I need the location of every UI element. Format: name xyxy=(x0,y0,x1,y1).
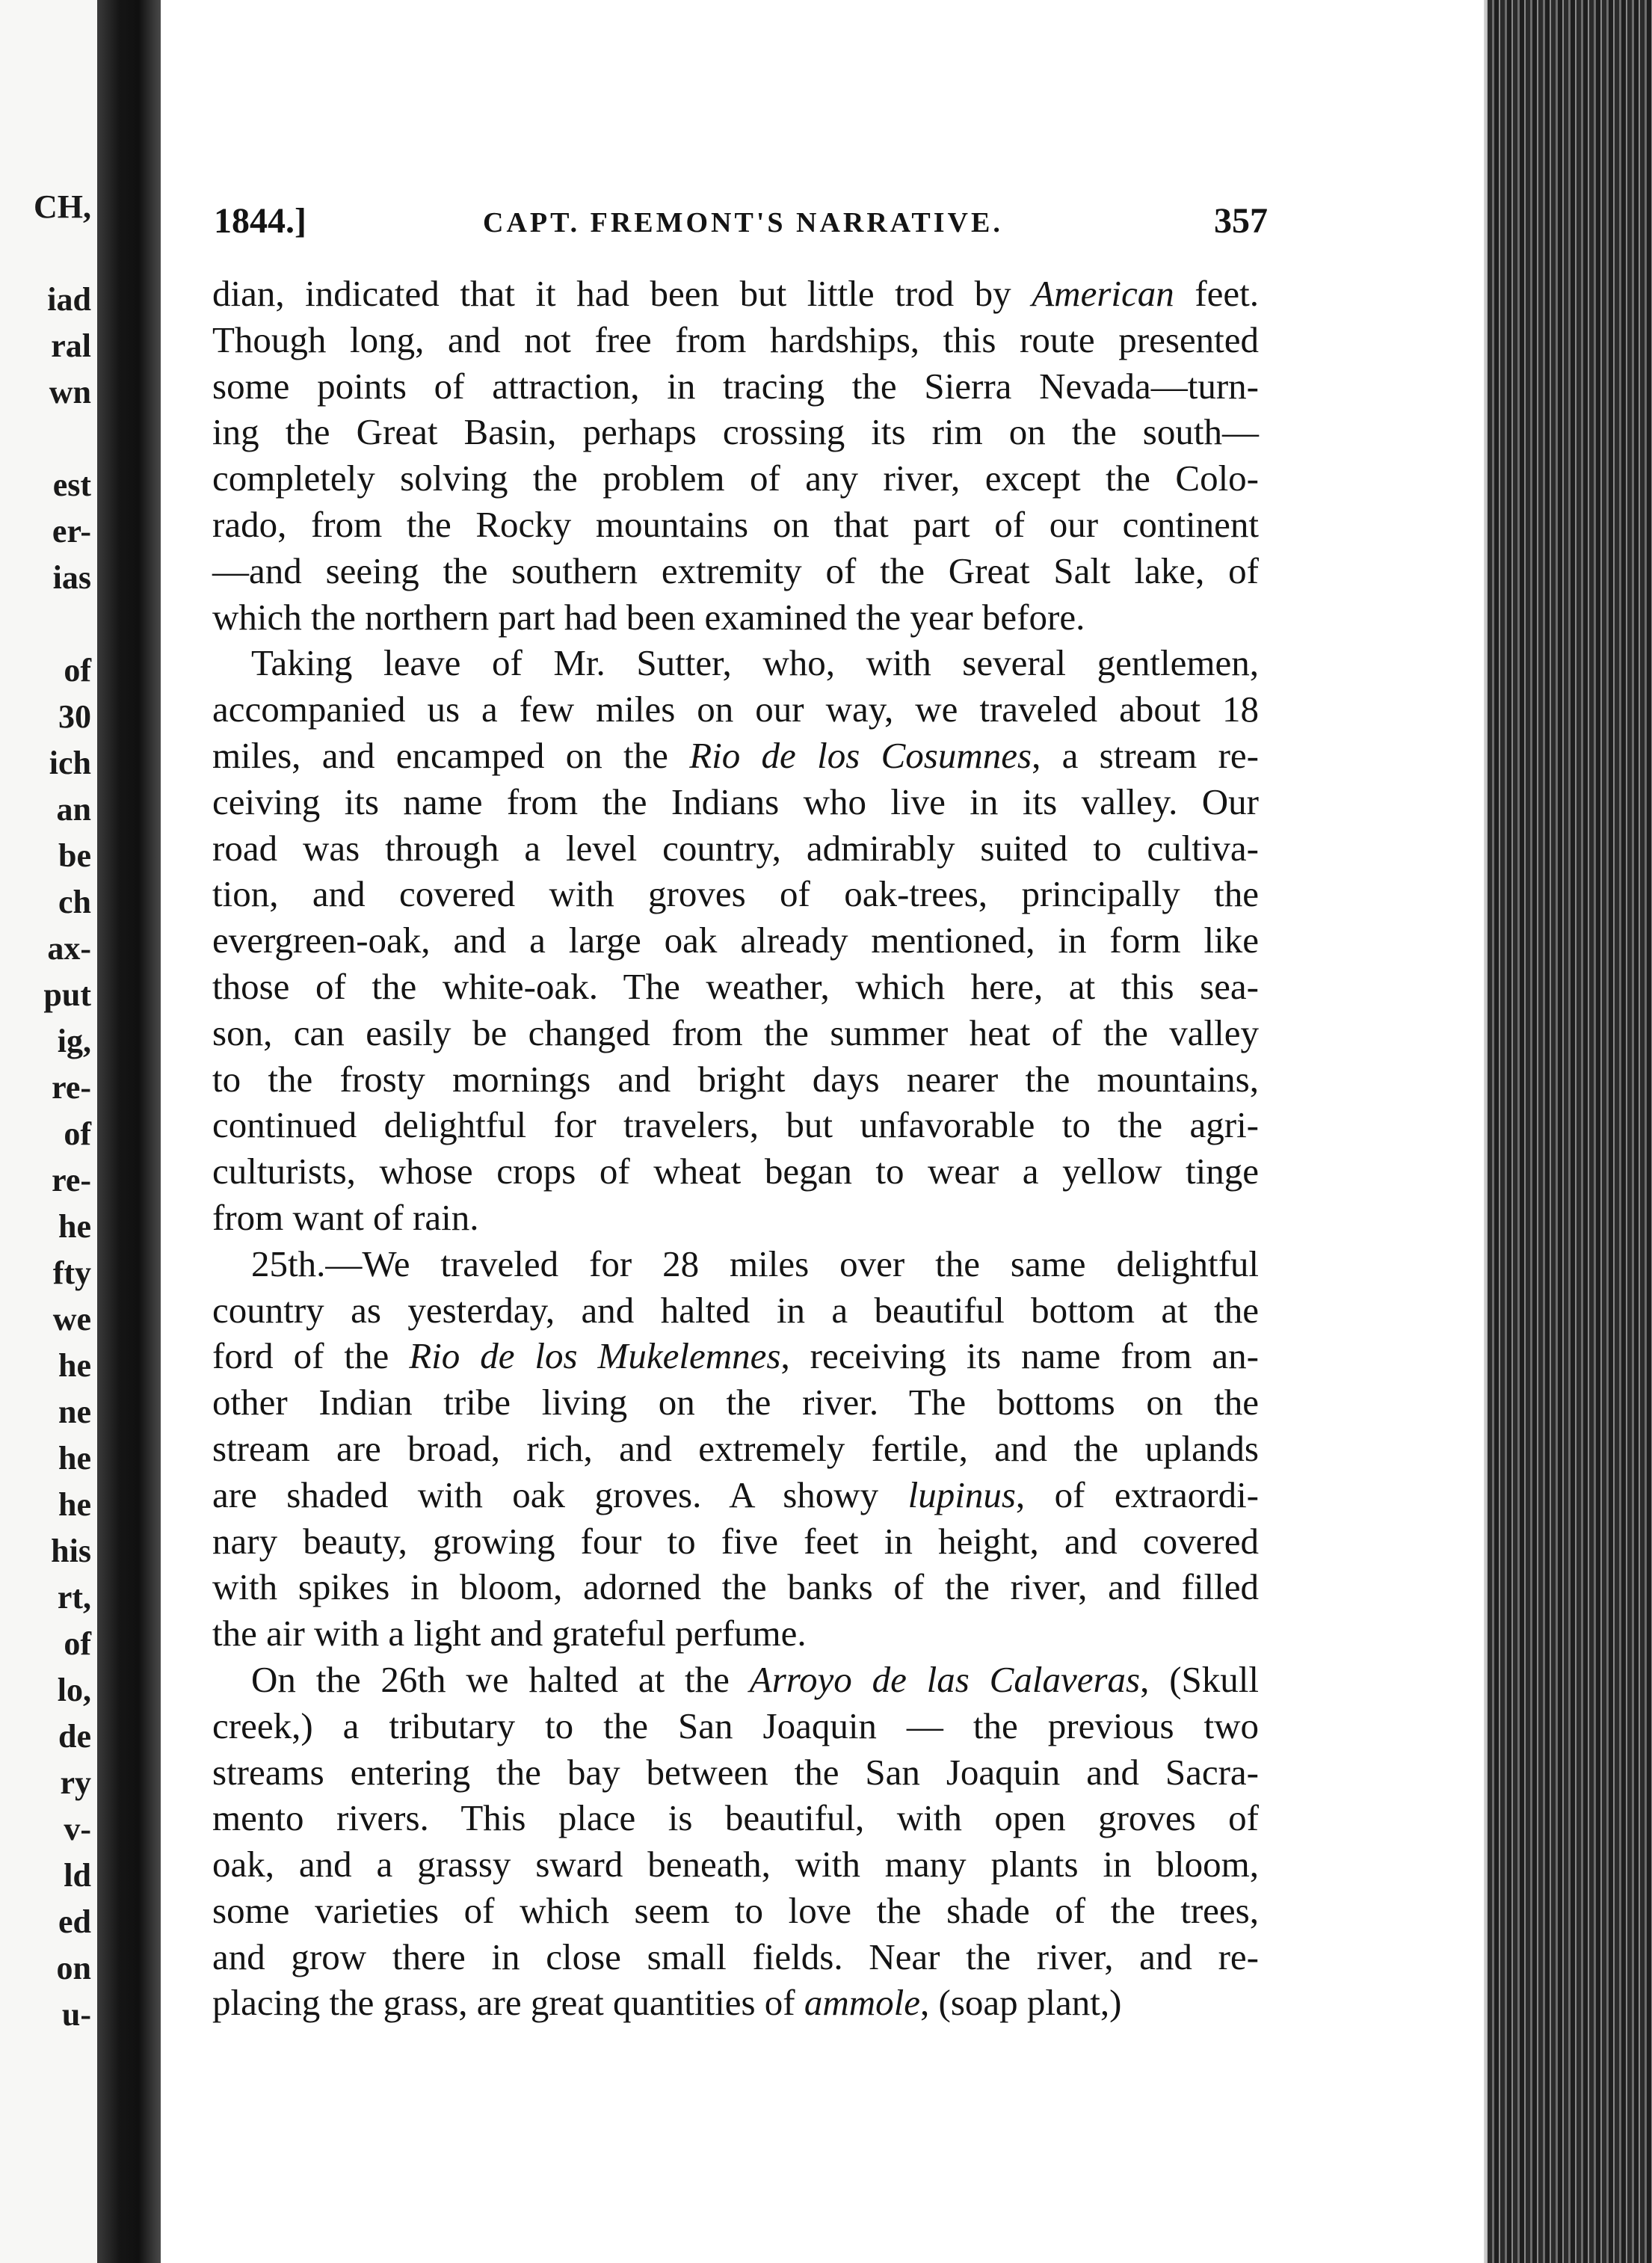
facing-page-fragment: re- xyxy=(52,1069,91,1106)
facing-page-fragment: lo, xyxy=(57,1672,91,1708)
running-header xyxy=(214,200,1268,253)
text-line: ing the Great Basin, perhaps crossing its rim on the south— xyxy=(212,411,1259,453)
facing-page-fragment: of xyxy=(64,1625,91,1662)
paragraph xyxy=(212,1657,1259,2026)
facing-page-fragment: ral xyxy=(51,327,91,364)
text-line: placing the grass, are great quantities of ammole, (soap plant,) xyxy=(212,1982,1122,2024)
text-line: evergreen-oak, and a large oak already mentioned, in form like xyxy=(212,920,1259,961)
facing-page-fragment: 30 xyxy=(58,698,91,735)
text-line: and grow there in close small fields. Near the river, and re- xyxy=(212,1936,1259,1977)
text-line: miles, and encamped on the Rio de los Cosumnes, a stream re- xyxy=(212,734,1259,776)
facing-page-fragment: wn xyxy=(49,374,91,410)
text-line: accompanied us a few miles on our way, we traveled about 18 xyxy=(212,689,1259,730)
paragraph xyxy=(212,640,1259,1240)
facing-page-fragment: put xyxy=(43,976,91,1013)
facing-page-fragment xyxy=(0,601,97,647)
facing-page-fragment: ich xyxy=(49,745,91,781)
facing-page-fragment: ed xyxy=(58,1903,91,1940)
text-line: Though long, and not free from hardships, this route presented xyxy=(212,318,1259,360)
text-line: rado, from the Rocky mountains on that part of our continent xyxy=(212,503,1259,545)
facing-page-fragment: de xyxy=(58,1718,91,1755)
paragraph xyxy=(212,1241,1259,1657)
text-line: from want of rain. xyxy=(212,1196,479,1238)
facing-page-fragment: he xyxy=(58,1208,91,1245)
facing-page-fragment: iad xyxy=(47,281,91,318)
facing-page-fragment: he xyxy=(58,1440,91,1477)
text-line: mento rivers. This place is beautiful, with open groves of xyxy=(212,1797,1259,1839)
facing-page-fragment: fty xyxy=(52,1254,91,1291)
text-line: which the northern part had been examined the year before. xyxy=(212,596,1085,638)
facing-page-fragment: he xyxy=(58,1347,91,1384)
text-line: some varieties of which seem to love the shade of the trees, xyxy=(212,1889,1259,1931)
text-line: oak, and a grassy sward beneath, with many plants in bloom, xyxy=(212,1844,1259,1885)
facing-page-fragment: on xyxy=(56,1950,91,1986)
text-line: road was through a level country, admirably suited to cultiva- xyxy=(212,827,1259,869)
text-line: other Indian tribe living on the river. The bottoms on the xyxy=(212,1382,1259,1423)
text-line: creek,) a tributary to the San Joaquin — the previous two xyxy=(212,1705,1259,1746)
text-line: continued delightful for travelers, but unfavorable to the agri- xyxy=(212,1104,1259,1146)
facing-page-fragment: er- xyxy=(52,513,91,549)
text-line: streams entering the bay between the San Joaquin and Sacra- xyxy=(212,1751,1259,1793)
running-title: CAPT. FREMONT'S NARRATIVE. xyxy=(483,207,1003,238)
header-year: 1844.] xyxy=(214,201,306,241)
text-line: son, can easily be changed from the summer heat of the valley xyxy=(212,1012,1259,1053)
text-line: nary beauty, growing four to five feet in height, and covered xyxy=(212,1520,1259,1562)
facing-page-fragment xyxy=(0,416,97,462)
facing-page-fragment: re- xyxy=(52,1162,91,1198)
facing-page-fragment: v- xyxy=(64,1811,91,1847)
facing-page-fragment: rt, xyxy=(57,1579,91,1616)
text-line: the air with a light and grateful perfume. xyxy=(212,1613,807,1654)
facing-page-fragment xyxy=(0,230,97,277)
facing-page-fragment: be xyxy=(58,837,91,874)
text-line: —and seeing the southern extremity of the Great Salt lake, of xyxy=(212,549,1259,591)
facing-page-fragment: ig, xyxy=(57,1023,91,1059)
text-line: ceiving its name from the Indians who live in its valley. Our xyxy=(212,780,1259,822)
facing-page-fragment: ne xyxy=(58,1394,91,1430)
facing-page xyxy=(0,0,97,2263)
text-line: tion, and covered with groves of oak-trees, principally the xyxy=(212,873,1259,915)
text-line: stream are broad, rich, and extremely fertile, and the uplands xyxy=(212,1427,1259,1469)
text-line: culturists, whose crops of wheat began to wear a yellow tinge xyxy=(212,1151,1259,1192)
facing-page-fragment: ry xyxy=(60,1764,91,1801)
facing-page-fragment: of xyxy=(64,652,91,689)
book-page-edges xyxy=(1488,0,1652,2263)
facing-page-text-fragments xyxy=(0,184,97,2038)
text-line: 25th.—We traveled for 28 miles over the same delightful xyxy=(251,1243,1259,1284)
book-gutter xyxy=(97,0,161,2263)
facing-page-fragment: CH, xyxy=(34,188,91,225)
facing-page-fragment: ld xyxy=(64,1857,91,1894)
body-text xyxy=(212,271,1259,2026)
text-line: some points of attraction, in tracing the Sierra Nevada—turn- xyxy=(212,365,1259,407)
facing-page-fragment: est xyxy=(52,467,91,503)
facing-page-fragment: we xyxy=(52,1301,91,1337)
facing-page-fragment: ch xyxy=(58,884,91,920)
text-line: are shaded with oak groves. A showy lupinus, of extraordi- xyxy=(212,1474,1259,1515)
facing-page-fragment: an xyxy=(56,791,91,828)
facing-page-fragment: u- xyxy=(61,1996,91,2033)
text-line: those of the white-oak. The weather, which here, at this sea- xyxy=(212,965,1259,1007)
text-line: completely solving the problem of any river, except the Colo- xyxy=(212,458,1259,499)
text-line: Taking leave of Mr. Sutter, who, with several gentlemen, xyxy=(251,642,1259,684)
text-line: country as yesterday, and halted in a beautiful bottom at the xyxy=(212,1289,1259,1331)
text-line: dian, indicated that it had been but little trod by American feet. xyxy=(212,273,1260,314)
facing-page-fragment: ias xyxy=(52,559,91,596)
text-line: On the 26th we halted at the Arroyo de las Calaveras, (Skull xyxy=(251,1658,1260,1700)
facing-page-fragment: his xyxy=(51,1533,91,1569)
page-number: 357 xyxy=(1214,201,1268,241)
facing-page-fragment: ax- xyxy=(47,930,91,967)
text-line: with spikes in bloom, adorned the banks of the river, and filled xyxy=(212,1566,1259,1608)
text-line: to the frosty mornings and bright days nearer the mountains, xyxy=(212,1058,1259,1100)
text-line: ford of the Rio de los Mukelemnes, receiving its name from an- xyxy=(212,1335,1259,1377)
paragraph xyxy=(212,271,1259,640)
facing-page-fragment: of xyxy=(64,1115,91,1152)
facing-page-fragment: he xyxy=(58,1486,91,1523)
